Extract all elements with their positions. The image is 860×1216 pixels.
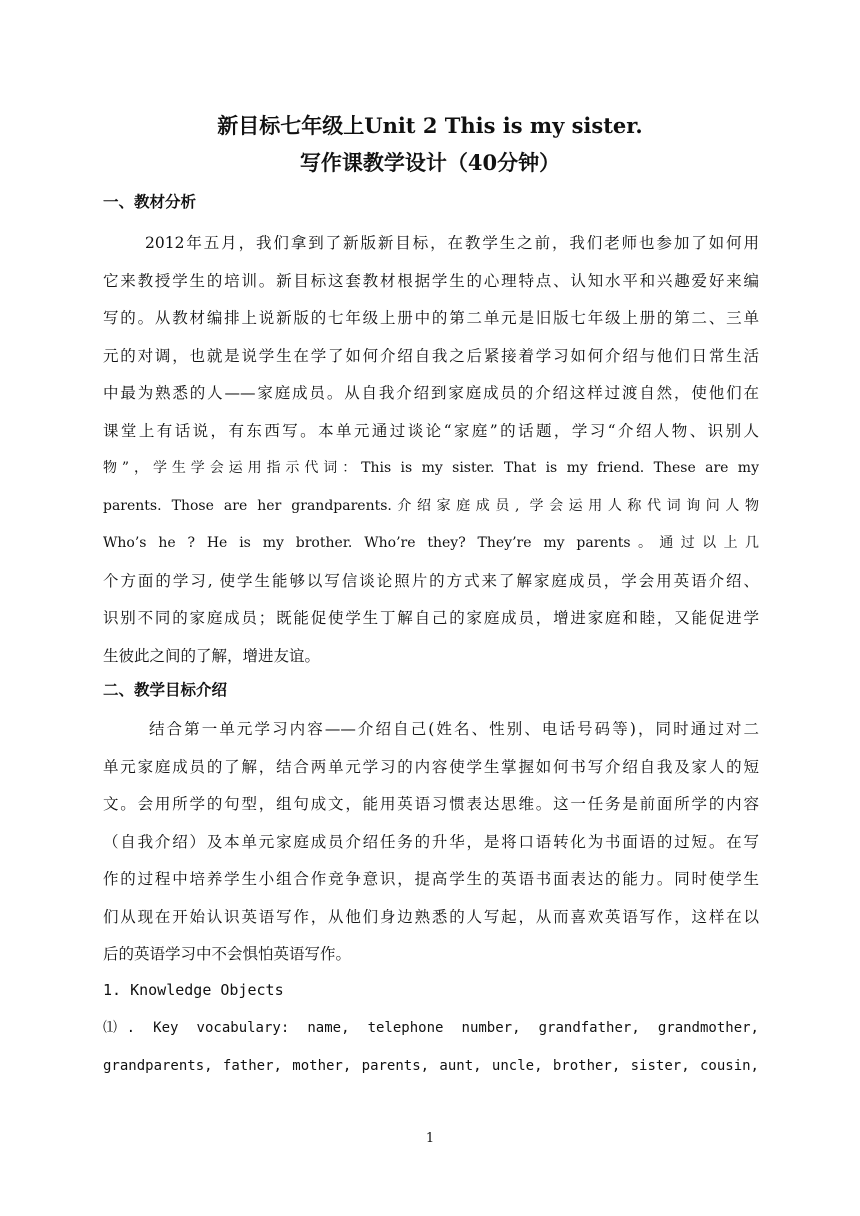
paragraph-line: 生彼此之间的了解，增进友谊。 — [103, 646, 321, 665]
paragraph-line: parents. Those are her grandparents.介绍家庭成员, 学会运用人称代词询问人物 — [103, 497, 759, 514]
paragraph-line: 它来教授学生的培训。新目标这套教材根据学生的心理特点、认知水平和兴趣爱好来编 — [103, 271, 759, 290]
paragraph-teaching-objectives — [103, 711, 759, 974]
paragraph-line: 文。会用所学的句型，组句成文，能用英语习惯表达思维。这一任务是前面所学的内容 — [103, 795, 759, 813]
key-vocabulary-paragraph — [103, 1010, 759, 1085]
paragraph-line: grandparents, father, mother, parents, aunt, uncle, brother, sister, cousin, — [103, 1057, 759, 1074]
paragraph-textbook-analysis — [103, 225, 759, 675]
paragraph-line: Who’s he ? He is my brother. Who’re they? They’re my parents。通过以上几 — [103, 535, 759, 551]
paragraph-line: 单元家庭成员的了解，结合两单元学习的内容使学生掌握如何书写介绍自我及家人的短 — [103, 757, 759, 776]
section-heading-textbook-analysis: 一、教材分析 — [103, 192, 197, 211]
page-number: 1 — [425, 1131, 435, 1146]
paragraph-line: （自我介绍）及本单元家庭成员介绍任务的升华，是将口语转化为书面语的过短。在写 — [103, 832, 759, 851]
section-heading-teaching-objectives: 二、教学目标介绍 — [103, 680, 228, 699]
paragraph-line: ⑴. Key vocabulary: name, telephone number, grandfather, grandmother, — [103, 1020, 759, 1036]
paragraph-line: 写的。从教材编排上说新版的七年级上册中的第二单元是旧版七年级上册的第二、三单 — [103, 309, 759, 327]
paragraph-line: 结合第一单元学习内容——介绍自己(姓名、性别、电话号码等)，同时通过对二 — [149, 720, 759, 738]
paragraph-line: 们从现在开始认识英语写作，从他们身边熟悉的人写起，从而喜欢英语写作，这样在以 — [103, 907, 759, 926]
paragraph-line: 元的对调，也就是说学生在学了如何介绍自我之后紧接着学习如何介绍与他们日常生活 — [103, 346, 759, 365]
paragraph-line: 个方面的学习, 使学生能够以写信谈论照片的方式来了解家庭成员，学会用英语介绍、 — [103, 571, 759, 590]
document-title: 新目标七年级上Unit 2 This is my sister. — [217, 113, 643, 138]
paragraph-line: 物”，学生学会运用指示代词：This is my sister. That is my friend. These are my — [103, 460, 759, 476]
paragraph-line: 中最为熟悉的人——家庭成员。从自我介绍到家庭成员的介绍这样过渡自然，使他们在 — [103, 384, 759, 402]
paragraph-line: 后的英语学习中不会惧怕英语写作。 — [103, 945, 352, 963]
paragraph-line: 课堂上有话说，有东西写。本单元通过谈论“家庭”的话题，学习“介绍人物、识别人 — [103, 421, 759, 440]
knowledge-objects-heading: 1. Knowledge Objects — [103, 981, 284, 999]
paragraph-line: 识别不同的家庭成员；既能促使学生丁解自己的家庭成员，增进家庭和睦，又能促进学 — [103, 609, 759, 627]
paragraph-line: 作的过程中培养学生小组合作竞争意识，提高学生的英语书面表达的能力。同时使学生 — [103, 870, 759, 888]
document-subtitle: 写作课教学设计（40分钟） — [299, 150, 561, 175]
paragraph-line: 2012年五月，我们拿到了新版新目标，在教学生之前，我们老师也参加了如何用 — [145, 234, 759, 252]
